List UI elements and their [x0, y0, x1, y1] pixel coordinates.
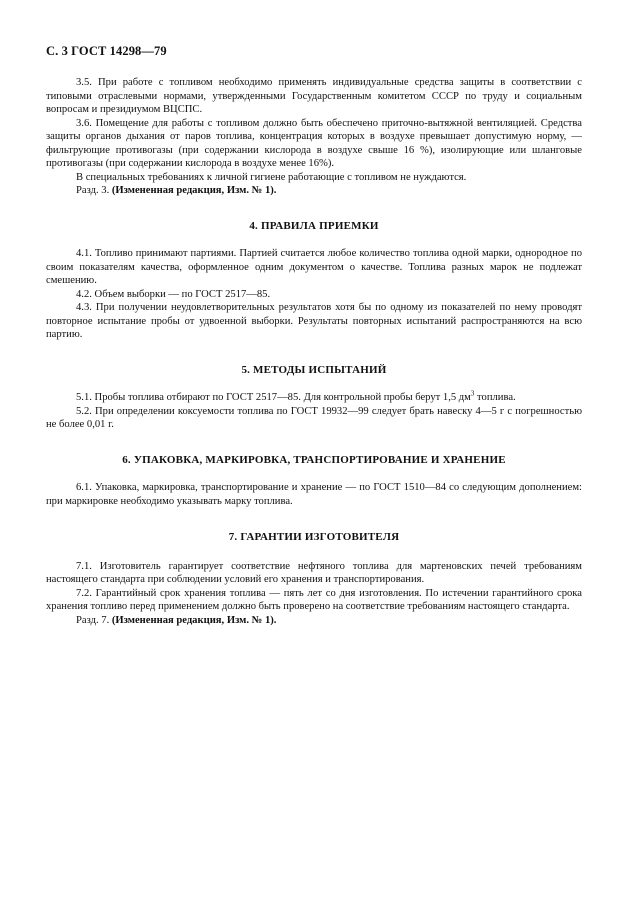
section-3-amendment-note	[46, 184, 582, 198]
cubic-superscript: 3	[470, 389, 475, 398]
clause-4-2: 4.2. Объем выборки — по ГОСТ 2517—85.	[76, 288, 271, 300]
clause-4-3: 4.3. При получении неудовлетворительных результатов хотя бы по одному из показателей по нему проводят повторное испытание пробы от удвоенной выборки. Результаты повторных испытаний распространяются на всю партию.	[46, 302, 582, 340]
clause-5-2: 5.2. При определении коксуемости топлива по ГОСТ 19932—99 следует брать навеску 4—5 г с погрешностью не более 0,01 г.	[46, 405, 582, 430]
document-body	[46, 76, 582, 627]
section-7-amendment-note	[46, 614, 582, 628]
page-header: С. 3 ГОСТ 14298—79	[46, 44, 167, 58]
section-7-title: 7. ГАРАНТИИ ИЗГОТОВИТЕЛЯ	[228, 531, 400, 543]
section-6	[46, 454, 582, 509]
amendment-label: (Измененная редакция, Изм. № 1).	[111, 614, 277, 626]
clause-3-6: 3.6. Помещение для работы с топливом должно быть обеспечено приточно-вытяжной вентиляцией. Средства защиты органов дыхания от паров топлива, концентрация которых в воздухе превышает допустимую норму, — фильтрующие противогазы (при содержании кислорода в воздухе свыше 16 %), изолирующие или шланговые противогазы (при содержании кислорода в воздухе менее 16%).	[46, 117, 582, 169]
section-4	[46, 220, 582, 342]
section-7	[46, 531, 582, 627]
clause-4-1: 4.1. Топливо принимают партиями. Партией считается любое количество топлива одной марки, однородное по своим показателям качества, оформленное одним документом о качестве. Топлива разных марок не подлежат смешению.	[46, 248, 582, 286]
clause-5-1	[46, 391, 582, 405]
clause-5-1-text: 5.1. Пробы топлива отбирают по ГОСТ 2517—85. Для контрольной пробы берут 1,5 дм	[76, 392, 471, 403]
clause-7-1: 7.1. Изготовитель гарантирует соответствие нефтяного топлива для мартеновских печей требованиям настоящего стандарта при соблюдении условий его хранения и транспортирования.	[46, 560, 582, 585]
clause-6-1: 6.1. Упаковка, маркировка, транспортирование и хранение — по ГОСТ 1510—84 со следующим дополнением: при маркировке необходимо указывать марку топлива.	[46, 482, 582, 507]
amendment-prefix: Разд. 7.	[76, 614, 110, 626]
amendment-label: (Измененная редакция, Изм. № 1).	[111, 185, 277, 196]
section-5-title: 5. МЕТОДЫ ИСПЫТАНИЙ	[241, 363, 387, 376]
section-4-title: 4. ПРАВИЛА ПРИЕМКИ	[249, 219, 379, 232]
section-3-tail	[46, 76, 582, 198]
clause-3-6-hygiene: В специальных требованиях к личной гигиене работающие с топливом не нуждаются.	[76, 171, 467, 183]
clause-7-2: 7.2. Гарантийный срок хранения топлива — пять лет со дня изготовления. По истечении гарантийного срока хранения топливо перед применением должно быть проверено на соответствие требованиям настоящего стандарта.	[46, 587, 582, 612]
section-5	[46, 364, 582, 432]
amendment-prefix: Разд. 3.	[76, 185, 110, 196]
section-6-title: 6. УПАКОВКА, МАРКИРОВКА, ТРАНСПОРТИРОВАНИЕ И ХРАНЕНИЕ	[122, 453, 506, 466]
clause-3-5: 3.5. При работе с топливом необходимо применять индивидуальные средства защиты в соответствии с типовыми отраслевыми нормами, утвержденными Государственным комитетом СССР по труду и социальным вопросам и президиумом ВЦСПС.	[46, 77, 582, 115]
clause-5-1-tail: топлива.	[474, 392, 516, 403]
